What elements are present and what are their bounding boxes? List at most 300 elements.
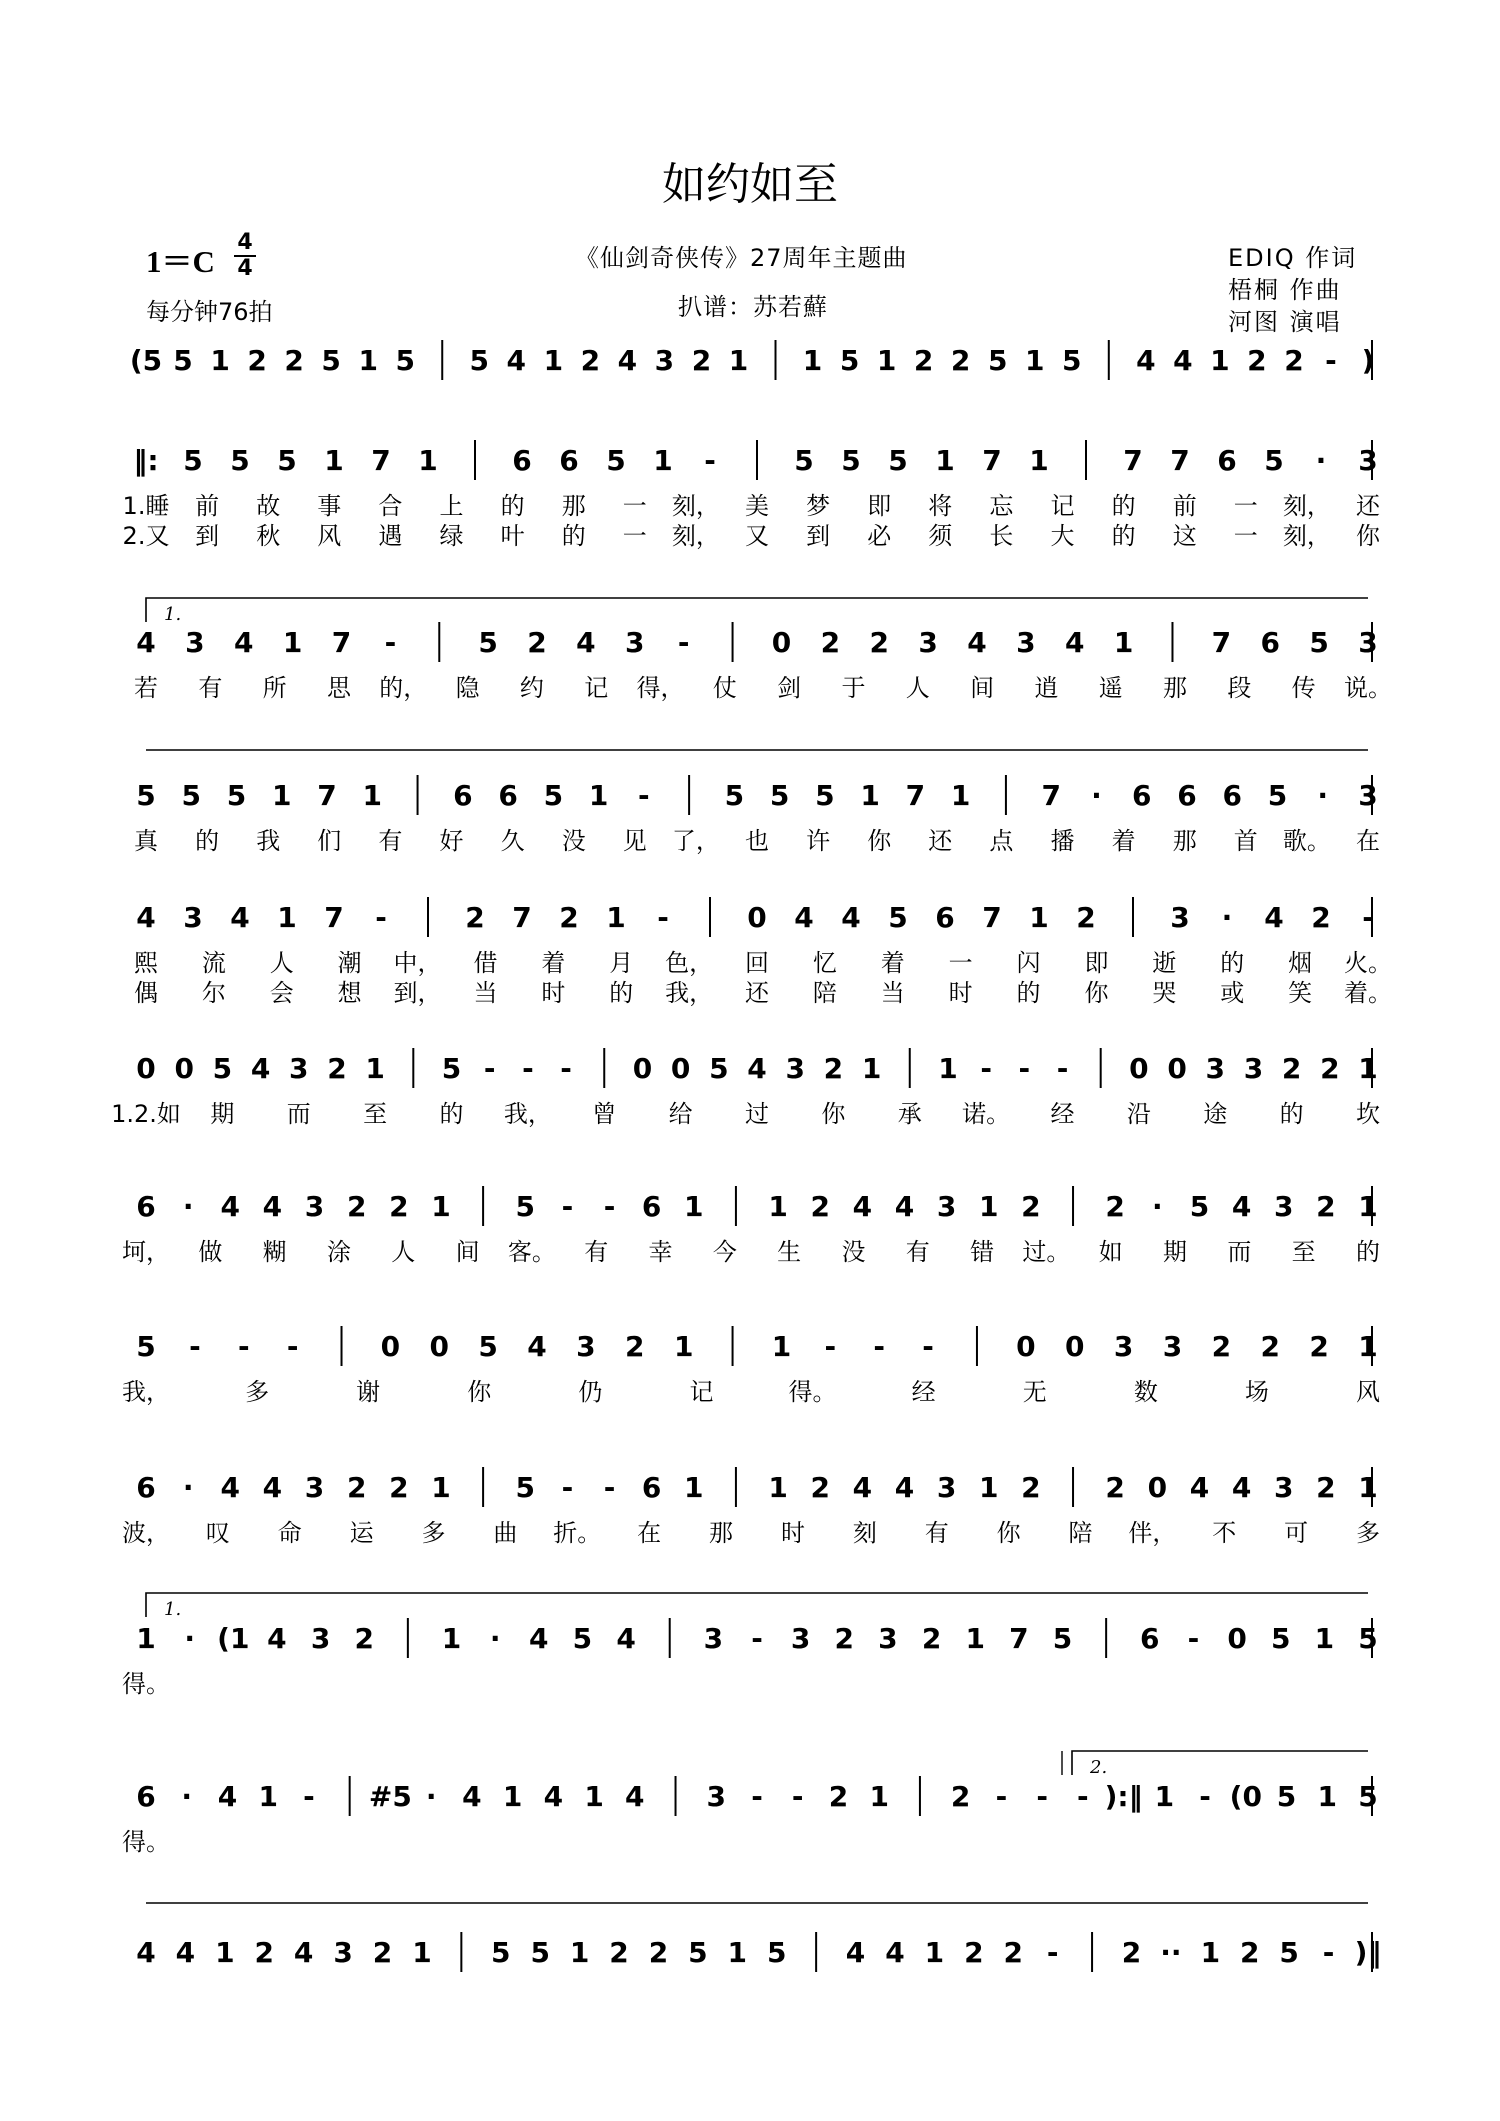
lyric-syllable: 刻， bbox=[671, 492, 720, 520]
note: 1 bbox=[950, 779, 971, 812]
note: - bbox=[603, 1471, 616, 1504]
note: 1 bbox=[588, 779, 609, 812]
note: 5 bbox=[530, 1936, 550, 1969]
lyric-syllable: 逝 bbox=[1152, 949, 1177, 977]
note: 2 bbox=[828, 1780, 849, 1813]
lyric-syllable: 到 bbox=[806, 522, 831, 550]
note: ):‖ bbox=[1104, 1780, 1143, 1813]
note: · bbox=[1221, 901, 1233, 934]
note: 2 bbox=[254, 1936, 275, 1969]
note: 0 bbox=[1064, 1330, 1085, 1363]
note: - bbox=[237, 1330, 250, 1363]
note: 5 bbox=[1264, 444, 1284, 477]
lyric-syllable: 那 bbox=[1172, 827, 1197, 855]
note: 4 bbox=[136, 901, 156, 934]
note: 6 bbox=[1260, 626, 1280, 659]
note: - bbox=[286, 1330, 299, 1363]
note: 5 bbox=[1267, 779, 1288, 812]
lyric-syllable: 做 bbox=[198, 1238, 223, 1266]
lyric-syllable: 1.2.如 bbox=[111, 1100, 181, 1128]
lyric-syllable: 多 bbox=[421, 1519, 446, 1547]
lyric-syllable: 于 bbox=[841, 674, 866, 702]
note: 4 bbox=[527, 1330, 547, 1363]
lyric-syllable: 一 bbox=[948, 949, 973, 977]
note: - bbox=[522, 1052, 534, 1085]
note: 7 bbox=[1041, 779, 1061, 812]
note: 6 bbox=[1217, 444, 1237, 477]
note: 5 bbox=[815, 779, 835, 812]
lyric-syllable: 多 bbox=[245, 1378, 270, 1406]
note: 2 bbox=[1105, 1190, 1125, 1223]
note: 1 bbox=[606, 901, 626, 934]
note: - bbox=[980, 1052, 992, 1085]
note: 2 bbox=[869, 626, 889, 659]
lyric-syllable: 多 bbox=[1356, 1519, 1380, 1547]
note: 1 bbox=[768, 1190, 788, 1223]
note: 1 bbox=[979, 1190, 999, 1223]
lyric-syllable: 久 bbox=[500, 827, 525, 855]
lyric-syllable: 在 bbox=[637, 1519, 662, 1547]
lyric-syllable: 仗 bbox=[712, 674, 737, 702]
lyric-syllable: 剑 bbox=[777, 674, 802, 702]
lyric-syllable: 幸 bbox=[648, 1238, 673, 1266]
note: 7 bbox=[317, 779, 337, 812]
lyric-syllable: 流 bbox=[201, 949, 226, 977]
note: 3 bbox=[1205, 1052, 1225, 1085]
note: - bbox=[561, 1471, 574, 1504]
note: 2 bbox=[389, 1190, 409, 1223]
note: - bbox=[677, 626, 690, 659]
note: 5 bbox=[226, 779, 247, 812]
lyric-syllable: 经 bbox=[911, 1378, 936, 1406]
note: 1 bbox=[768, 1471, 788, 1504]
note: 5 bbox=[888, 901, 908, 934]
note: 1 bbox=[412, 1936, 432, 1969]
note: 5 bbox=[277, 444, 297, 477]
note: 1 bbox=[282, 626, 303, 659]
note: - bbox=[1046, 1936, 1059, 1969]
lyric-syllable: 当 bbox=[473, 979, 498, 1007]
note: 3 bbox=[310, 1622, 331, 1655]
note: 5 bbox=[769, 779, 790, 812]
note: 2 bbox=[820, 626, 841, 659]
note: - bbox=[1322, 1936, 1335, 1969]
lyric-syllable: 你 bbox=[467, 1378, 492, 1406]
note: 7 bbox=[1170, 444, 1190, 477]
note: 4 bbox=[230, 901, 250, 934]
note: 1 bbox=[365, 1052, 385, 1085]
note: 1 bbox=[876, 344, 897, 377]
lyric-syllable: 1.睡 bbox=[122, 492, 170, 520]
note: 3 bbox=[785, 1052, 805, 1085]
note: 1 bbox=[869, 1780, 889, 1813]
note: 1 bbox=[924, 1936, 945, 1969]
lyric-syllable: 还 bbox=[745, 979, 769, 1007]
note: 5 bbox=[888, 444, 908, 477]
lyric-syllable: 风 bbox=[1356, 1378, 1380, 1406]
lyric-syllable: 闪 bbox=[1016, 949, 1041, 977]
lyric-syllable: 坷， bbox=[122, 1238, 170, 1266]
lyric-syllable: 无 bbox=[1022, 1378, 1047, 1406]
lyric-syllable: 大 bbox=[1050, 522, 1075, 550]
note: - bbox=[303, 1780, 315, 1813]
lyric-syllable: 秋 bbox=[256, 522, 281, 550]
note: 3 bbox=[333, 1936, 353, 1969]
note: 5 bbox=[841, 444, 861, 477]
lyric-syllable: 期 bbox=[1163, 1238, 1188, 1266]
lyric-syllable: 数 bbox=[1133, 1378, 1158, 1406]
note: - bbox=[638, 779, 650, 812]
note: 3 bbox=[918, 626, 938, 659]
note: 2 bbox=[609, 1936, 629, 1969]
lyric-syllable: 一 bbox=[622, 522, 647, 550]
note: 2 bbox=[950, 344, 971, 377]
note: 2 bbox=[354, 1622, 374, 1655]
lyric-syllable: 人 bbox=[269, 949, 294, 977]
note: 4 bbox=[1064, 626, 1085, 659]
lyric-syllable: 记 bbox=[689, 1378, 714, 1406]
note: 0 bbox=[429, 1330, 450, 1363]
lyric-syllable: 人 bbox=[905, 674, 930, 702]
lyric-syllable: 也 bbox=[745, 827, 769, 855]
lyric-syllable: 的 bbox=[1016, 979, 1041, 1007]
note: 4 bbox=[894, 1471, 915, 1504]
note: 5 bbox=[478, 1330, 498, 1363]
note: 5 bbox=[724, 779, 745, 812]
lyric-syllable: 诺。 bbox=[962, 1100, 1011, 1128]
lyric-syllable: 仍 bbox=[578, 1378, 603, 1406]
note: 1 bbox=[684, 1471, 704, 1504]
note: 1 bbox=[1317, 1780, 1338, 1813]
note: 1 bbox=[1358, 1052, 1378, 1085]
lyric-syllable: 刻， bbox=[1282, 522, 1331, 550]
note: 5 bbox=[543, 779, 564, 812]
note: 4 bbox=[543, 1780, 564, 1813]
note: 4 bbox=[885, 1936, 905, 1969]
note: - bbox=[751, 1622, 763, 1655]
lyric-syllable: 有 bbox=[198, 674, 223, 702]
note: 2 bbox=[913, 344, 934, 377]
lyric-syllable: 必 bbox=[867, 522, 892, 550]
note: 7 bbox=[1123, 444, 1143, 477]
note: 7 bbox=[331, 626, 352, 659]
note: - bbox=[1077, 1780, 1089, 1813]
lyric-syllable: 许 bbox=[806, 827, 831, 855]
lyric-syllable: 我， bbox=[503, 1100, 552, 1128]
note: 1 bbox=[584, 1780, 604, 1813]
lyric-syllable: 得， bbox=[636, 674, 685, 702]
lyric-syllable: 到 bbox=[195, 522, 220, 550]
lyric-syllable: 那 bbox=[709, 1519, 734, 1547]
note: 2 bbox=[346, 1471, 367, 1504]
note: ‖: bbox=[133, 444, 159, 477]
note: 6 bbox=[559, 444, 579, 477]
note: 6 bbox=[136, 1780, 156, 1813]
lyric-syllable: 遇 bbox=[378, 522, 403, 550]
note: 5 bbox=[1270, 1622, 1291, 1655]
lyric-syllable: 给 bbox=[668, 1100, 693, 1128]
note: 3 bbox=[1273, 1190, 1294, 1223]
lyric-syllable: 运 bbox=[349, 1519, 374, 1547]
note: 5 bbox=[491, 1936, 511, 1969]
lyric-syllable: 美 bbox=[745, 492, 769, 520]
lyric-syllable: 今 bbox=[712, 1238, 737, 1266]
lyric-syllable: 涂 bbox=[326, 1238, 351, 1266]
lyric-syllable: 的 bbox=[1111, 522, 1136, 550]
lyric-syllable: 前 bbox=[1172, 492, 1197, 520]
note: 2 bbox=[1076, 901, 1096, 934]
note: 2 bbox=[823, 1052, 844, 1085]
lyric-syllable: 梦 bbox=[806, 492, 831, 520]
note: 1 bbox=[215, 1936, 235, 1969]
lyric-syllable: 你 bbox=[996, 1519, 1021, 1547]
lyric-syllable: 着 bbox=[541, 949, 566, 977]
note: 1 bbox=[1200, 1936, 1221, 1969]
lyric-syllable: 这 bbox=[1172, 522, 1197, 550]
note: 4 bbox=[1264, 901, 1284, 934]
lyric-syllable: 潮 bbox=[337, 949, 362, 977]
note: 7 bbox=[982, 901, 1002, 934]
lyric-syllable: 你 bbox=[1356, 522, 1380, 550]
volta-bracket bbox=[1072, 1751, 1368, 1775]
note: 4 bbox=[234, 626, 254, 659]
note: 5 bbox=[766, 1936, 787, 1969]
note: 1 bbox=[802, 344, 823, 377]
lyric-syllable: 有 bbox=[905, 1238, 930, 1266]
lyric-syllable: 人 bbox=[391, 1238, 416, 1266]
lyric-syllable: 当 bbox=[880, 979, 905, 1007]
lyric-syllable: 谢 bbox=[356, 1378, 381, 1406]
note: 6 bbox=[453, 779, 473, 812]
note: 1 bbox=[684, 1190, 704, 1223]
note: 1 bbox=[258, 1780, 278, 1813]
note: - bbox=[1325, 344, 1337, 377]
note: - bbox=[751, 1780, 763, 1813]
note: 3 bbox=[878, 1622, 898, 1655]
note: 4 bbox=[852, 1190, 873, 1223]
lyric-syllable: 记 bbox=[584, 674, 609, 702]
lyric-syllable: 忘 bbox=[989, 492, 1014, 520]
note: 3 bbox=[304, 1190, 325, 1223]
lyric-syllable: 得。 bbox=[122, 1670, 170, 1698]
note: 2 bbox=[810, 1190, 830, 1223]
note: 1 bbox=[1024, 344, 1045, 377]
lyric-syllable: 笑 bbox=[1288, 979, 1313, 1007]
note: - bbox=[922, 1330, 934, 1363]
lyric-syllable: 点 bbox=[989, 827, 1014, 855]
note: (0 bbox=[1229, 1780, 1262, 1813]
note: 4 bbox=[794, 901, 814, 934]
note: 3 bbox=[654, 344, 675, 377]
note: 6 bbox=[136, 1190, 156, 1223]
note: 0 bbox=[1227, 1622, 1247, 1655]
lyric-syllable: 那 bbox=[561, 492, 586, 520]
note: 2 bbox=[1284, 344, 1304, 377]
note: 3 bbox=[936, 1190, 957, 1223]
note: 6 bbox=[935, 901, 955, 934]
note: 1 bbox=[431, 1471, 451, 1504]
lyric-syllable: 叶 bbox=[500, 522, 525, 550]
note: (1 bbox=[217, 1622, 250, 1655]
lyric-syllable: 会 bbox=[269, 979, 294, 1007]
lyric-syllable: 的 bbox=[1111, 492, 1136, 520]
lyric-syllable: 你 bbox=[867, 827, 892, 855]
note: 5 bbox=[441, 1052, 462, 1085]
note: 1 bbox=[277, 901, 297, 934]
note: 2 bbox=[1309, 1330, 1329, 1363]
note: 2 bbox=[691, 344, 712, 377]
note: 4 bbox=[250, 1052, 271, 1085]
note: - bbox=[603, 1190, 616, 1223]
lyric-syllable: 的， bbox=[379, 674, 428, 702]
note: - bbox=[791, 1780, 804, 1813]
lyric-syllable: 命 bbox=[277, 1519, 302, 1547]
note: 2 bbox=[1320, 1052, 1340, 1085]
lyric-syllable: 不 bbox=[1212, 1519, 1237, 1547]
note: 2 bbox=[1260, 1330, 1280, 1363]
lyric-syllable: 记 bbox=[1050, 492, 1075, 520]
note: 7 bbox=[982, 444, 1002, 477]
lyric-syllable: 首 bbox=[1233, 827, 1258, 855]
note: · bbox=[425, 1780, 437, 1813]
lyric-syllable: 说。 bbox=[1344, 674, 1392, 702]
lyric-syllable: 沿 bbox=[1126, 1100, 1151, 1128]
note: · bbox=[1315, 444, 1327, 477]
note: 3 bbox=[703, 1622, 724, 1655]
note: 4 bbox=[1231, 1190, 1252, 1223]
lyric-syllable: 还 bbox=[1356, 492, 1380, 520]
note: 3 bbox=[1113, 1330, 1134, 1363]
note: 4 bbox=[894, 1190, 915, 1223]
note: 0 bbox=[174, 1052, 194, 1085]
note: 2 bbox=[625, 1330, 645, 1363]
lyric-syllable: 还 bbox=[928, 827, 953, 855]
lyric-syllable: 如 bbox=[1098, 1238, 1123, 1266]
note: 2 bbox=[527, 626, 547, 659]
lyric-syllable: 好 bbox=[439, 827, 464, 855]
lyric-syllable: 色， bbox=[665, 949, 714, 977]
note: 4 bbox=[462, 1780, 482, 1813]
note: 5 bbox=[1309, 626, 1329, 659]
note: 2 bbox=[1021, 1190, 1041, 1223]
note: 0 bbox=[1147, 1471, 1168, 1504]
note: 2 bbox=[1316, 1471, 1336, 1504]
lyric-syllable: 若 bbox=[134, 674, 158, 702]
note: 1 bbox=[431, 1190, 451, 1223]
note: 2 bbox=[389, 1471, 409, 1504]
lyric-syllable: 的 bbox=[561, 522, 586, 550]
lyric-syllable: 或 bbox=[1220, 979, 1245, 1007]
note: 5 bbox=[794, 444, 814, 477]
note: - bbox=[1199, 1780, 1211, 1813]
note: 3 bbox=[576, 1330, 596, 1363]
note: 4 bbox=[529, 1622, 549, 1655]
lyric-syllable: 到， bbox=[393, 979, 442, 1007]
note: - bbox=[375, 901, 387, 934]
note: - bbox=[1362, 901, 1374, 934]
note: 5 bbox=[183, 444, 203, 477]
lyric-syllable: 途 bbox=[1203, 1100, 1228, 1128]
lyric-syllable: 合 bbox=[378, 492, 403, 520]
lyric-syllable: 烟 bbox=[1288, 949, 1313, 977]
note: 5 bbox=[395, 344, 415, 377]
lyric-syllable: 尔 bbox=[201, 979, 226, 1007]
note: 0 bbox=[136, 1052, 156, 1085]
note: 4 bbox=[267, 1622, 287, 1655]
lyric-syllable: 间 bbox=[970, 674, 995, 702]
lyricist-credit: EDIQ 作词 bbox=[1228, 244, 1358, 272]
note: · bbox=[489, 1622, 501, 1655]
note: 2 bbox=[1003, 1936, 1023, 1969]
note: · bbox=[1317, 779, 1329, 812]
note: 2 bbox=[834, 1622, 855, 1655]
note: 2 bbox=[1021, 1471, 1041, 1504]
note: 2 bbox=[284, 344, 304, 377]
note: 1 bbox=[965, 1622, 985, 1655]
note: 4 bbox=[220, 1190, 241, 1223]
lyric-syllable: 陪 bbox=[812, 979, 837, 1007]
note: 7 bbox=[324, 901, 344, 934]
note: 4 bbox=[1231, 1471, 1252, 1504]
note: 2 bbox=[559, 901, 579, 934]
lyric-syllable: 逍 bbox=[1034, 674, 1059, 702]
note: 1 bbox=[418, 444, 438, 477]
note: - bbox=[561, 1190, 574, 1223]
lyric-syllable: 你 bbox=[821, 1100, 846, 1128]
note: · bbox=[182, 1471, 194, 1504]
note: 6 bbox=[1131, 779, 1152, 812]
note: - bbox=[189, 1330, 201, 1363]
note: 2 bbox=[1121, 1936, 1142, 1969]
note: 4 bbox=[262, 1190, 283, 1223]
lyric-syllable: 经 bbox=[1050, 1100, 1075, 1128]
note: 2 bbox=[247, 344, 267, 377]
note: 0 bbox=[747, 901, 767, 934]
note: 5 bbox=[1189, 1190, 1210, 1223]
note: 5 bbox=[1062, 344, 1082, 377]
lyric-syllable: 一 bbox=[1233, 492, 1258, 520]
note: 5 bbox=[606, 444, 626, 477]
song-title: 如约如至 bbox=[662, 159, 838, 210]
lyric-syllable: 的 bbox=[500, 492, 525, 520]
note: 4 bbox=[625, 1780, 645, 1813]
note: 4 bbox=[262, 1471, 283, 1504]
note: 0 bbox=[670, 1052, 691, 1085]
volta-bracket bbox=[146, 598, 1368, 622]
lyric-syllable: 们 bbox=[317, 827, 342, 855]
lyric-syllable: 2.又 bbox=[122, 522, 170, 550]
lyric-syllable: 隐 bbox=[455, 674, 480, 702]
note: ) bbox=[1361, 344, 1375, 377]
lyric-syllable: 的 bbox=[1220, 949, 1245, 977]
lyric-syllable: 偶 bbox=[134, 979, 158, 1007]
note: - bbox=[824, 1330, 837, 1363]
note: 1 bbox=[979, 1471, 999, 1504]
note: 1 bbox=[938, 1052, 958, 1085]
note: 5 bbox=[469, 344, 490, 377]
lyric-syllable: 至 bbox=[363, 1100, 388, 1128]
lyric-syllable: 时 bbox=[780, 1519, 805, 1547]
lyric-syllable: 须 bbox=[928, 522, 953, 550]
note: 2 bbox=[648, 1936, 669, 1969]
note: 1 bbox=[441, 1622, 462, 1655]
note: 2 bbox=[346, 1190, 367, 1223]
lyric-syllable: 曾 bbox=[592, 1100, 617, 1128]
note: 5 bbox=[136, 779, 156, 812]
lyric-syllable: 见 bbox=[622, 827, 647, 855]
note: 4 bbox=[967, 626, 987, 659]
note: 5 bbox=[709, 1052, 729, 1085]
